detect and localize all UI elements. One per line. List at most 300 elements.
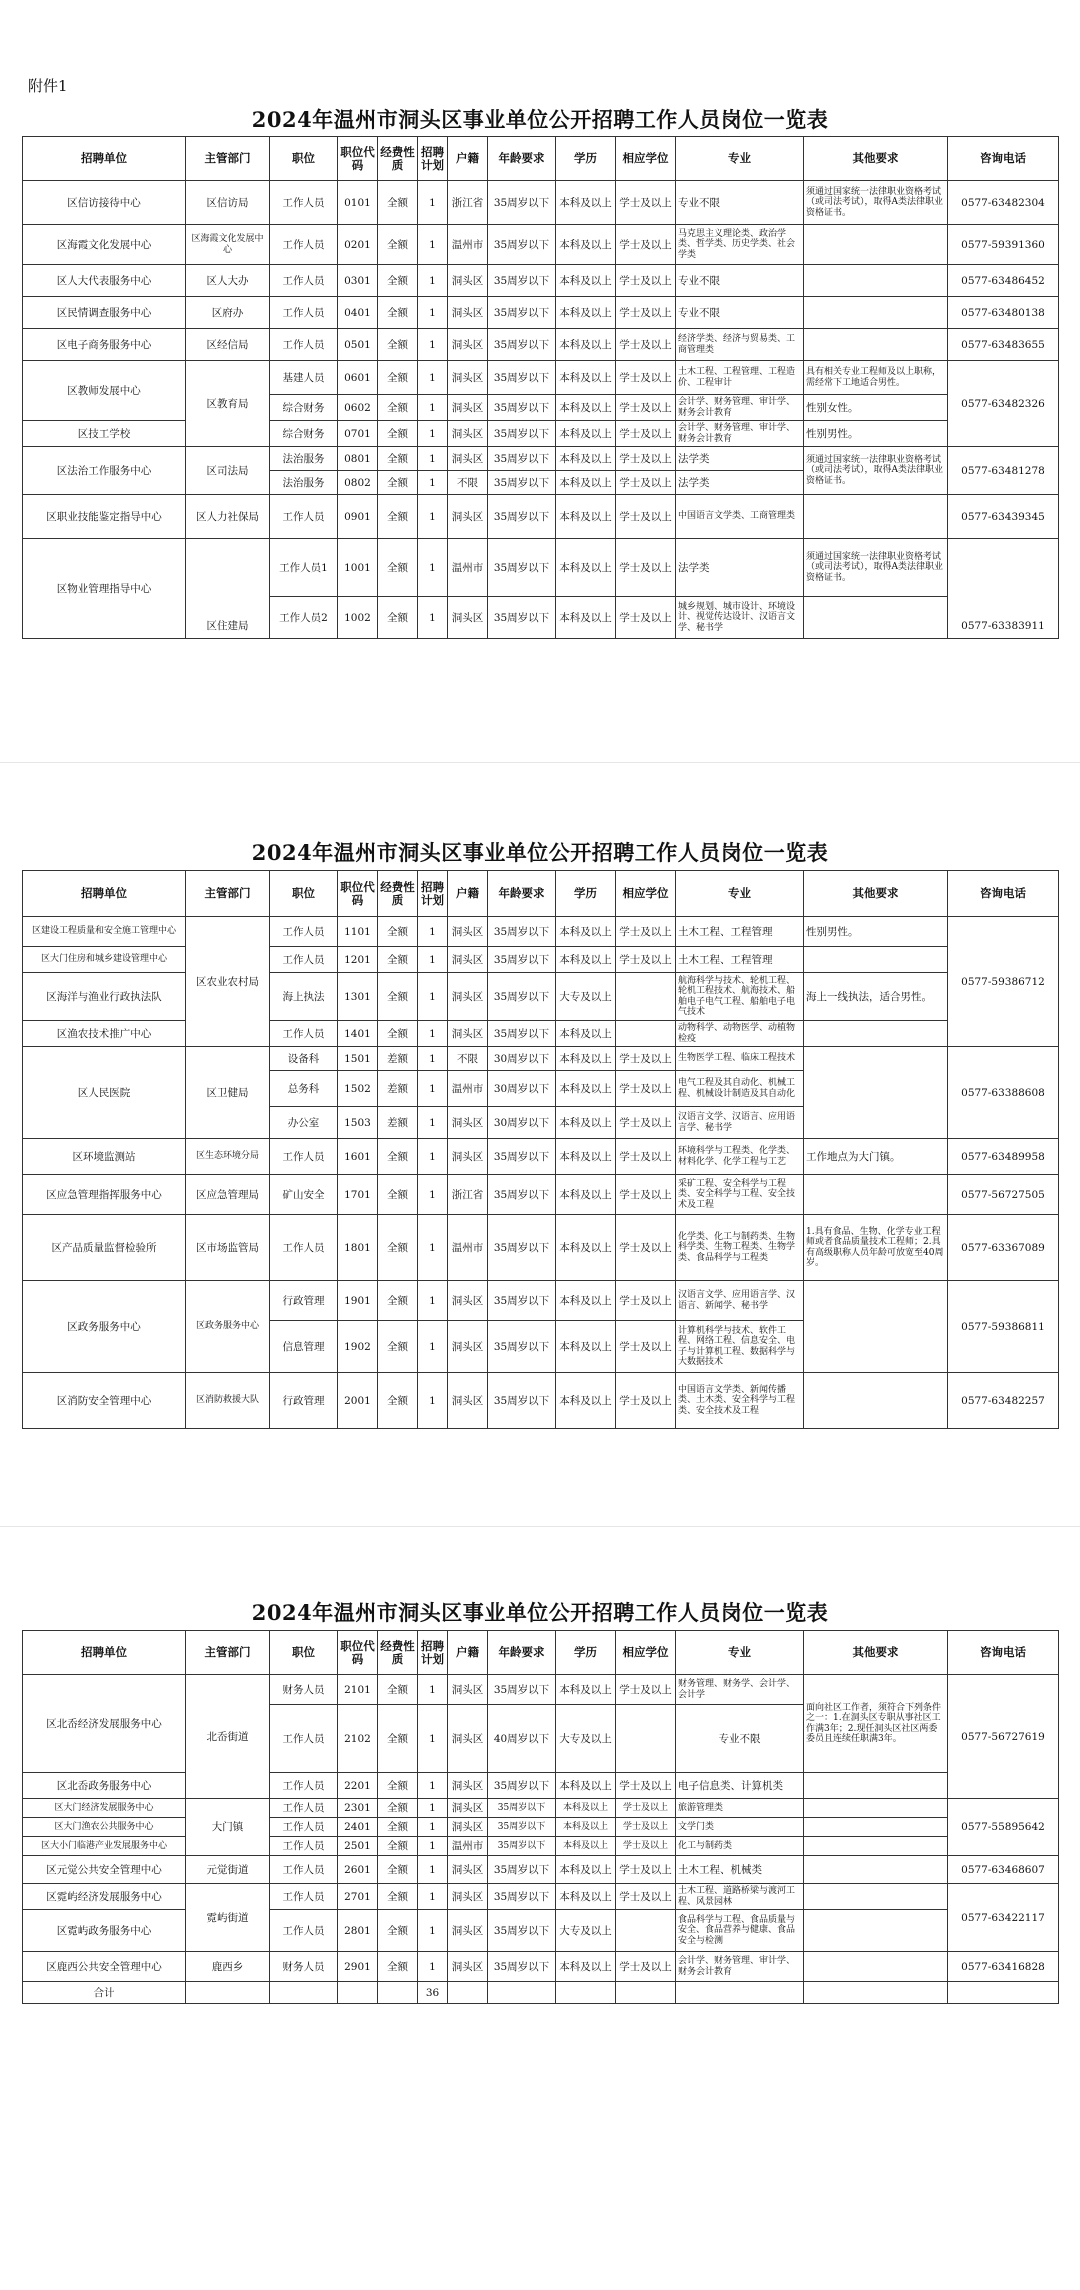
cell-age: 35周岁以下 xyxy=(488,395,556,421)
cell-major: 财务管理、财务学、会计学、会计学 xyxy=(676,1675,804,1705)
table-row xyxy=(23,1837,1059,1856)
cell-post: 法治服务 xyxy=(270,471,338,495)
cell-edu: 本科及以上 xyxy=(556,1047,616,1071)
cell-dept: 区政务服务中心 xyxy=(186,1281,270,1373)
header-age: 年龄要求 xyxy=(488,871,556,917)
table-row xyxy=(23,1021,1059,1047)
cell-edu: 大专及以上 xyxy=(556,1910,616,1952)
cell-other: 海上一线执法，适合男性。 xyxy=(804,973,948,1021)
cell-edu: 本科及以上 xyxy=(556,917,616,947)
cell-code: 2301 xyxy=(338,1799,378,1818)
cell-phone: 0577-59386811 xyxy=(948,1281,1059,1373)
cell-plan: 1 xyxy=(418,1799,448,1818)
cell-code: 0501 xyxy=(338,329,378,361)
cell-unit: 区产品质量监督检验所 xyxy=(23,1215,186,1281)
cell-edu: 本科及以上 xyxy=(556,395,616,421)
cell-post: 工作人员2 xyxy=(270,597,338,639)
cell-plan: 1 xyxy=(418,1321,448,1373)
cell-plan: 1 xyxy=(418,265,448,297)
header-age: 年龄要求 xyxy=(488,137,556,181)
cell-unit: 区政务服务中心 xyxy=(23,1281,186,1373)
cell-post: 财务人员 xyxy=(270,1675,338,1705)
cell-hukou: 洞头区 xyxy=(448,395,488,421)
cell-post: 综合财务 xyxy=(270,421,338,447)
table-row xyxy=(23,225,1059,265)
header-phone: 咨询电话 xyxy=(948,1631,1059,1675)
cell-phone: 0577-63482304 xyxy=(948,181,1059,225)
cell-major: 法学类 xyxy=(676,471,804,495)
cell-dept: 区农业农村局 xyxy=(186,917,270,1047)
cell-age: 30周岁以下 xyxy=(488,1107,556,1139)
cell-edu: 本科及以上 xyxy=(556,1675,616,1705)
table-row xyxy=(23,1675,1059,1705)
cell-major: 会计学、财务管理、审计学、财务会计教育 xyxy=(676,1952,804,1982)
cell-post: 工作人员 xyxy=(270,917,338,947)
header-unit: 招聘单位 xyxy=(23,137,186,181)
cell-degree: 学士及以上 xyxy=(616,1373,676,1429)
cell-phone: 0577-63388608 xyxy=(948,1047,1059,1139)
cell-other xyxy=(804,597,948,639)
cell-fund: 全额 xyxy=(378,471,418,495)
cell-major: 旅游管理类 xyxy=(676,1799,804,1818)
cell-degree: 学士及以上 xyxy=(616,1139,676,1175)
cell-post: 行政管理 xyxy=(270,1281,338,1321)
cell-dept: 北岙街道 xyxy=(186,1675,270,1799)
cell-phone: 0577-55895642 xyxy=(948,1799,1059,1856)
cell-age: 35周岁以下 xyxy=(488,1215,556,1281)
cell-fund: 全额 xyxy=(378,973,418,1021)
cell-dept: 区市场监管局 xyxy=(186,1215,270,1281)
cell-post: 工作人员 xyxy=(270,1215,338,1281)
cell-age: 35周岁以下 xyxy=(488,361,556,395)
cell-fund: 全额 xyxy=(378,395,418,421)
page-1 xyxy=(22,104,1058,639)
header-other: 其他要求 xyxy=(804,137,948,181)
cell-age: 35周岁以下 xyxy=(488,1321,556,1373)
cell-plan: 1 xyxy=(418,181,448,225)
cell-other xyxy=(804,329,948,361)
cell-phone: 0577-56727619 xyxy=(948,1675,1059,1799)
cell-code: 1701 xyxy=(338,1175,378,1215)
cell-degree: 学士及以上 xyxy=(616,1884,676,1910)
cell-hukou: 洞头区 xyxy=(448,1021,488,1047)
cell-unit: 区大门住房和城乡建设管理中心 xyxy=(23,947,186,973)
cell-fund: 全额 xyxy=(378,917,418,947)
cell-unit: 区消防安全管理中心 xyxy=(23,1373,186,1429)
header-edu: 学历 xyxy=(556,137,616,181)
cell-degree: 学士及以上 xyxy=(616,1175,676,1215)
table-row xyxy=(23,917,1059,947)
cell-hukou: 洞头区 xyxy=(448,361,488,395)
cell-post: 海上执法 xyxy=(270,973,338,1021)
positions-table-2 xyxy=(22,870,1059,1429)
attachment-label: 附件1 xyxy=(28,77,68,95)
cell-major: 计算机科学与技术、软件工程、网络工程、信息安全、电子与计算机工程、数据科学与大数据技术 xyxy=(676,1321,804,1373)
header-dept: 主管部门 xyxy=(186,1631,270,1675)
cell-phone: 0577-63482257 xyxy=(948,1373,1059,1429)
cell-age: 35周岁以下 xyxy=(488,1799,556,1818)
cell-code: 2101 xyxy=(338,1675,378,1705)
cell-major: 中国语言文学类、新闻传播类、土木类、安全科学与工程类、安全技术及工程 xyxy=(676,1373,804,1429)
header-fund: 经费性质 xyxy=(378,137,418,181)
cell-fund: 全额 xyxy=(378,1818,418,1837)
cell-post: 财务人员 xyxy=(270,1952,338,1982)
cell-unit: 区渔农技术推广中心 xyxy=(23,1021,186,1047)
cell-degree: 学士及以上 xyxy=(616,1856,676,1884)
cell-fund: 全额 xyxy=(378,495,418,539)
cell-edu: 本科及以上 xyxy=(556,1818,616,1837)
cell-degree: 学士及以上 xyxy=(616,1675,676,1705)
cell-major: 城乡规划、城市设计、环境设计、视觉传达设计、汉语言文学、秘书学 xyxy=(676,597,804,639)
cell-edu: 本科及以上 xyxy=(556,265,616,297)
cell-post: 工作人员 xyxy=(270,1884,338,1910)
cell-major: 中国语言文学类、工商管理类 xyxy=(676,495,804,539)
cell-code: 1902 xyxy=(338,1321,378,1373)
cell-unit: 区大门经济发展服务中心 xyxy=(23,1799,186,1818)
cell-fund: 全额 xyxy=(378,1281,418,1321)
cell-unit: 区大小门临港产业发展服务中心 xyxy=(23,1837,186,1856)
cell-phone: 0577-59386712 xyxy=(948,917,1059,1047)
cell-post: 工作人员 xyxy=(270,495,338,539)
cell-degree xyxy=(616,973,676,1021)
cell-dept: 区生态环境分局 xyxy=(186,1139,270,1175)
cell-plan: 1 xyxy=(418,471,448,495)
cell-code: 1801 xyxy=(338,1215,378,1281)
cell-degree: 学士及以上 xyxy=(616,297,676,329)
table-row xyxy=(23,1773,1059,1799)
cell-hukou: 不限 xyxy=(448,1047,488,1071)
cell-other xyxy=(804,1021,948,1047)
header-phone: 咨询电话 xyxy=(948,871,1059,917)
table-row xyxy=(23,1856,1059,1884)
cell-other: 须通过国家统一法律职业资格考试（或司法考试），取得A类法律职业资格证书。 xyxy=(804,447,948,495)
cell-unit: 区信访接待中心 xyxy=(23,181,186,225)
header-post: 职位 xyxy=(270,1631,338,1675)
cell-plan: 1 xyxy=(418,1884,448,1910)
cell-unit: 区职业技能鉴定指导中心 xyxy=(23,495,186,539)
cell-code: 1502 xyxy=(338,1071,378,1107)
table-row xyxy=(23,1910,1059,1952)
cell-dept: 元觉街道 xyxy=(186,1856,270,1884)
cell-other xyxy=(804,1281,948,1373)
cell-major: 食品科学与工程、食品质量与安全、食品营养与健康、食品安全与检测 xyxy=(676,1910,804,1952)
cell-edu: 本科及以上 xyxy=(556,1773,616,1799)
cell-edu: 本科及以上 xyxy=(556,539,616,597)
cell-age: 35周岁以下 xyxy=(488,1856,556,1884)
page-title: 2024年温州市洞头区事业单位公开招聘工作人员岗位一览表 xyxy=(251,1600,829,1625)
cell-post: 工作人员 xyxy=(270,329,338,361)
cell-other: 性别女性。 xyxy=(804,395,948,421)
cell-plan: 1 xyxy=(418,447,448,471)
cell-code: 2501 xyxy=(338,1837,378,1856)
cell-dept: 区教育局 xyxy=(186,361,270,447)
cell-fund: 差额 xyxy=(378,1047,418,1071)
header-major: 专业 xyxy=(676,137,804,181)
cell-fund: 全额 xyxy=(378,1837,418,1856)
cell-unit: 区环境监测站 xyxy=(23,1139,186,1175)
cell-other: 具有相关专业工程师及以上职称，需经常下工地适合男性。 xyxy=(804,361,948,395)
cell-phone: 0577-63486452 xyxy=(948,265,1059,297)
cell-edu: 本科及以上 xyxy=(556,1884,616,1910)
cell-age: 35周岁以下 xyxy=(488,1139,556,1175)
cell-hukou: 温州市 xyxy=(448,539,488,597)
cell-major: 汉语言文学、应用语言学、汉语言、新闻学、秘书学 xyxy=(676,1281,804,1321)
cell-post: 矿山安全 xyxy=(270,1175,338,1215)
cell-post: 设备科 xyxy=(270,1047,338,1071)
cell-degree: 学士及以上 xyxy=(616,1799,676,1818)
header-row xyxy=(23,137,1059,181)
header-dept: 主管部门 xyxy=(186,871,270,917)
cell-post: 工作人员 xyxy=(270,1705,338,1773)
cell-plan: 1 xyxy=(418,1952,448,1982)
total-count: 36 xyxy=(418,1982,448,2004)
cell-plan: 1 xyxy=(418,1856,448,1884)
cell-major: 经济学类、经济与贸易类、工商管理类 xyxy=(676,329,804,361)
header-major: 专业 xyxy=(676,1631,804,1675)
cell-post: 工作人员 xyxy=(270,297,338,329)
cell-code: 1001 xyxy=(338,539,378,597)
cell-code: 1201 xyxy=(338,947,378,973)
cell-plan: 1 xyxy=(418,1675,448,1705)
cell-other: 面向社区工作者，须符合下列条件之一：1.在洞头区专职从事社区工作满3年；2.现任洞头区社区两委委员且连续任职满3年。 xyxy=(804,1675,948,1773)
cell-edu: 本科及以上 xyxy=(556,1321,616,1373)
table-row xyxy=(23,1175,1059,1215)
cell-dept: 大门镇 xyxy=(186,1799,270,1856)
cell-hukou: 洞头区 xyxy=(448,1705,488,1773)
cell-code: 2701 xyxy=(338,1884,378,1910)
cell-dept: 区信访局 xyxy=(186,181,270,225)
cell-plan: 1 xyxy=(418,1215,448,1281)
cell-phone: 0577-56727505 xyxy=(948,1175,1059,1215)
cell-fund: 全额 xyxy=(378,1910,418,1952)
table-row xyxy=(23,495,1059,539)
cell-age: 35周岁以下 xyxy=(488,1175,556,1215)
cell-degree: 学士及以上 xyxy=(616,471,676,495)
cell-age: 35周岁以下 xyxy=(488,447,556,471)
cell-age: 35周岁以下 xyxy=(488,1021,556,1047)
cell-phone: 0577-63480138 xyxy=(948,297,1059,329)
cell-unit: 区人民医院 xyxy=(23,1047,186,1139)
header-major: 专业 xyxy=(676,871,804,917)
cell-major: 专业不限 xyxy=(676,1705,804,1773)
cell-code: 1301 xyxy=(338,973,378,1021)
cell-fund: 全额 xyxy=(378,947,418,973)
cell-dept: 区卫健局 xyxy=(186,1047,270,1139)
cell-other xyxy=(804,947,948,973)
header-plan: 招聘计划 xyxy=(418,1631,448,1675)
cell-code: 1401 xyxy=(338,1021,378,1047)
cell-dept: 鹿西乡 xyxy=(186,1952,270,1982)
cell-unit: 区建设工程质量和安全施工管理中心 xyxy=(23,917,186,947)
cell-code: 0301 xyxy=(338,265,378,297)
cell-code: 0201 xyxy=(338,225,378,265)
cell-other: 性别男性。 xyxy=(804,421,948,447)
cell-edu: 本科及以上 xyxy=(556,495,616,539)
cell-phone: 0577-63482326 xyxy=(948,361,1059,447)
cell-degree: 学士及以上 xyxy=(616,395,676,421)
cell-major: 土木工程、机械类 xyxy=(676,1856,804,1884)
cell-plan: 1 xyxy=(418,1910,448,1952)
cell-hukou: 洞头区 xyxy=(448,1675,488,1705)
total-row xyxy=(23,1982,1059,2004)
cell-code: 2601 xyxy=(338,1856,378,1884)
cell-hukou: 洞头区 xyxy=(448,1139,488,1175)
cell-unit: 区教师发展中心 xyxy=(23,361,186,421)
cell-fund: 全额 xyxy=(378,181,418,225)
header-edu: 学历 xyxy=(556,1631,616,1675)
header-degree: 相应学位 xyxy=(616,137,676,181)
cell-other xyxy=(804,1856,948,1884)
cell-plan: 1 xyxy=(418,329,448,361)
cell-other: 性别男性。 xyxy=(804,917,948,947)
cell-degree: 学士及以上 xyxy=(616,181,676,225)
cell-age: 35周岁以下 xyxy=(488,1373,556,1429)
cell-code: 1503 xyxy=(338,1107,378,1139)
cell-post: 工作人员 xyxy=(270,1856,338,1884)
cell-plan: 1 xyxy=(418,225,448,265)
cell-edu: 大专及以上 xyxy=(556,973,616,1021)
cell-age: 40周岁以下 xyxy=(488,1705,556,1773)
cell-other xyxy=(804,297,948,329)
table-row xyxy=(23,539,1059,597)
cell-age: 35周岁以下 xyxy=(488,597,556,639)
cell-other xyxy=(804,265,948,297)
page-2 xyxy=(22,836,1058,1429)
cell-dept: 区海霞文化发展中心 xyxy=(186,225,270,265)
cell-edu: 本科及以上 xyxy=(556,597,616,639)
cell-code: 2001 xyxy=(338,1373,378,1429)
cell-fund: 全额 xyxy=(378,1773,418,1799)
cell-degree xyxy=(616,1021,676,1047)
header-hukou: 户籍 xyxy=(448,1631,488,1675)
cell-phone: 0577-63416828 xyxy=(948,1952,1059,1982)
cell-post: 行政管理 xyxy=(270,1373,338,1429)
cell-degree: 学士及以上 xyxy=(616,265,676,297)
cell-age: 35周岁以下 xyxy=(488,917,556,947)
cell-age: 35周岁以下 xyxy=(488,181,556,225)
cell-other xyxy=(804,1910,948,1952)
table-row xyxy=(23,973,1059,1021)
positions-table-1 xyxy=(22,136,1059,639)
cell-degree: 学士及以上 xyxy=(616,917,676,947)
cell-hukou: 不限 xyxy=(448,471,488,495)
cell-unit: 区霓屿政务服务中心 xyxy=(23,1910,186,1952)
table-row xyxy=(23,329,1059,361)
cell-edu: 本科及以上 xyxy=(556,1215,616,1281)
cell-plan: 1 xyxy=(418,1071,448,1107)
cell-plan: 1 xyxy=(418,973,448,1021)
table-row xyxy=(23,361,1059,395)
header-unit: 招聘单位 xyxy=(23,1631,186,1675)
table-row xyxy=(23,1215,1059,1281)
cell-edu: 大专及以上 xyxy=(556,1705,616,1773)
cell-plan: 1 xyxy=(418,1107,448,1139)
cell-plan: 1 xyxy=(418,361,448,395)
header-dept: 主管部门 xyxy=(186,137,270,181)
table-row xyxy=(23,1952,1059,1982)
cell-unit: 区法治工作服务中心 xyxy=(23,447,186,495)
cell-hukou: 洞头区 xyxy=(448,421,488,447)
header-other: 其他要求 xyxy=(804,1631,948,1675)
cell-edu: 本科及以上 xyxy=(556,471,616,495)
cell-fund: 全额 xyxy=(378,265,418,297)
cell-hukou: 温州市 xyxy=(448,1215,488,1281)
cell-plan: 1 xyxy=(418,1818,448,1837)
cell-age: 35周岁以下 xyxy=(488,947,556,973)
cell-dept: 区应急管理局 xyxy=(186,1175,270,1215)
cell-hukou: 洞头区 xyxy=(448,1799,488,1818)
cell-edu: 本科及以上 xyxy=(556,1373,616,1429)
cell-edu: 本科及以上 xyxy=(556,1175,616,1215)
cell-edu: 本科及以上 xyxy=(556,1281,616,1321)
header-age: 年龄要求 xyxy=(488,1631,556,1675)
cell-phone: 0577-63383911 xyxy=(948,539,1059,639)
cell-edu: 本科及以上 xyxy=(556,181,616,225)
cell-hukou: 温州市 xyxy=(448,1837,488,1856)
cell-fund: 全额 xyxy=(378,1321,418,1373)
cell-edu: 本科及以上 xyxy=(556,1952,616,1982)
cell-unit: 区电子商务服务中心 xyxy=(23,329,186,361)
cell-unit: 区北岙政务服务中心 xyxy=(23,1773,186,1799)
cell-degree: 学士及以上 xyxy=(616,597,676,639)
cell-plan: 1 xyxy=(418,1773,448,1799)
cell-major: 会计学、财务管理、审计学、财务会计教育 xyxy=(676,421,804,447)
cell-other xyxy=(804,1799,948,1818)
cell-age: 35周岁以下 xyxy=(488,421,556,447)
cell-other: 须通过国家统一法律职业资格考试（或司法考试），取得A类法律职业资格证书。 xyxy=(804,539,948,597)
page-title: 2024年温州市洞头区事业单位公开招聘工作人员岗位一览表 xyxy=(251,107,829,132)
cell-plan: 1 xyxy=(418,539,448,597)
cell-phone: 0577-63367089 xyxy=(948,1215,1059,1281)
table-row xyxy=(23,1373,1059,1429)
cell-post: 信息管理 xyxy=(270,1321,338,1373)
cell-major: 采矿工程、安全科学与工程类、安全科学与工程、安全技术及工程 xyxy=(676,1175,804,1215)
cell-post: 工作人员 xyxy=(270,1818,338,1837)
page-separator xyxy=(0,1526,1080,1527)
cell-age: 35周岁以下 xyxy=(488,539,556,597)
table-row xyxy=(23,947,1059,973)
cell-hukou: 洞头区 xyxy=(448,1952,488,1982)
cell-major: 土木工程、工程管理、工程造价、工程审计 xyxy=(676,361,804,395)
cell-major: 专业不限 xyxy=(676,265,804,297)
cell-major: 化学类、化工与制药类、生物科学类、生物工程类、生物学类、食品科学与工程类 xyxy=(676,1215,804,1281)
cell-fund: 全额 xyxy=(378,1952,418,1982)
header-degree: 相应学位 xyxy=(616,1631,676,1675)
cell-edu: 本科及以上 xyxy=(556,225,616,265)
cell-post: 总务科 xyxy=(270,1071,338,1107)
cell-edu: 本科及以上 xyxy=(556,947,616,973)
cell-other xyxy=(804,1047,948,1139)
cell-edu: 本科及以上 xyxy=(556,1799,616,1818)
page-3 xyxy=(22,1596,1058,2004)
header-post: 职位 xyxy=(270,871,338,917)
cell-major: 文学门类 xyxy=(676,1818,804,1837)
cell-age: 35周岁以下 xyxy=(488,1281,556,1321)
cell-post: 工作人员 xyxy=(270,225,338,265)
cell-edu: 本科及以上 xyxy=(556,297,616,329)
header-plan: 招聘计划 xyxy=(418,871,448,917)
cell-dept: 区经信局 xyxy=(186,329,270,361)
cell-degree: 学士及以上 xyxy=(616,495,676,539)
cell-plan: 1 xyxy=(418,1837,448,1856)
cell-degree: 学士及以上 xyxy=(616,539,676,597)
cell-other xyxy=(804,225,948,265)
cell-dept: 区人大办 xyxy=(186,265,270,297)
cell-other xyxy=(804,1837,948,1856)
cell-plan: 1 xyxy=(418,1021,448,1047)
cell-age: 35周岁以下 xyxy=(488,329,556,361)
cell-fund: 全额 xyxy=(378,1139,418,1175)
